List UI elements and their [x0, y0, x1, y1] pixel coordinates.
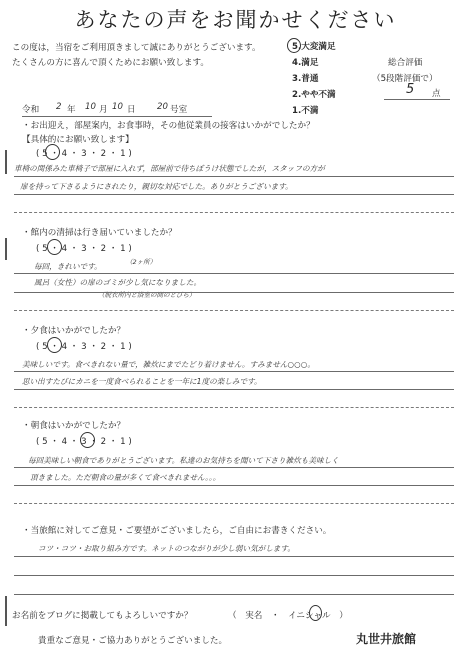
- q3-question: ・夕食はいかがでしたか？: [22, 326, 126, 336]
- q2-answer-2: 風呂（女性）の扉のゴミが少し気になりました。: [34, 278, 202, 287]
- intro-line-1: この度は，当宿をご利用頂きまして誠にありがとうございます。: [12, 43, 261, 53]
- q2-question: ・館内の清掃は行き届いていましたか？: [22, 228, 177, 238]
- date-era: 令和: [22, 105, 40, 115]
- scan-mark: [5, 150, 7, 174]
- rating-legend-2: 2.やや不満: [292, 90, 336, 100]
- overall-subtitle: （5段階評価で）: [372, 74, 438, 84]
- q2-answer-1: 毎回，きれいです。: [34, 262, 102, 271]
- q1-sub: 【具体的にお願い致します】: [22, 135, 134, 145]
- room-number: 20: [157, 102, 168, 112]
- q1-selected-circle: [45, 144, 60, 160]
- q5-answer-1: コツ・コツ・お取り組み方です。ネットのつながりが少し弱い気がします。: [38, 544, 295, 553]
- q2-selected-circle: [47, 239, 62, 255]
- q1-answer-1: 車椅の関係みた車椅子で部屋に入れず，部屋前で待ちぼうけ状態でしたが，スタッフの方が: [14, 164, 325, 173]
- initial-selected-circle: [309, 605, 322, 621]
- overall-unit: 点: [432, 89, 441, 99]
- page-title: あなたの声をお聞かせください: [74, 8, 397, 32]
- ryokan-name: 丸世井旅館: [356, 632, 417, 646]
- q3-answer-2: 思い出すたびにカニを一度食べられることを一年に1度の楽しみです。: [22, 377, 262, 386]
- q4-selected-circle: [80, 432, 95, 448]
- q4-scale: ( 5 ・ 4 ・ 3 ・ 2 ・ 1 ): [36, 437, 132, 447]
- rating-legend-5: 5.大変満足: [292, 42, 336, 52]
- q2-scale: ( 5 ・ 4 ・ 3 ・ 2 ・ 1 ): [36, 244, 132, 254]
- blog-options: （ 実名 ・ イニシャル ）: [228, 611, 348, 621]
- rating-legend-3: 3.普通: [292, 74, 319, 84]
- q3-scale: ( 5 ・ 4 ・ 3 ・ 2 ・ 1 ): [36, 342, 132, 352]
- q1-scale: ( 5 ・ 4 ・ 3 ・ 2 ・ 1 ): [36, 149, 132, 159]
- rating-5-circle: [287, 38, 301, 53]
- date-month: 10: [85, 102, 96, 112]
- rating-legend-4: 4.満足: [292, 58, 319, 68]
- rating-legend-1: 1.不満: [292, 106, 319, 116]
- q2-answer-1b: （2ヶ所）: [126, 258, 157, 266]
- date-day: 10: [112, 102, 123, 112]
- blog-question: お名前をブログに掲載してもよろしいですか？: [12, 611, 193, 621]
- q4-question: ・朝食はいかがでしたか？: [22, 421, 126, 431]
- scan-mark: [5, 596, 7, 626]
- q3-selected-circle: [47, 337, 62, 353]
- q5-question: ・当旅館に対してご意見・ご要望がございましたら，ご自由にお書きください。: [22, 526, 332, 536]
- overall-title: 総合評価: [388, 58, 423, 68]
- q1-answer-2: 扉を持って下さるようにされたり，親切な対応でした。ありがとうございます。: [20, 182, 293, 191]
- intro-line-2: たくさんの方に喜んで頂くためにお願い致します。: [12, 58, 209, 68]
- date-day-unit: 日: [127, 105, 136, 115]
- thanks-text: 貴重なご意見・ご協力ありがとうございました。: [38, 636, 228, 646]
- date-year: 2: [56, 102, 62, 112]
- q4-answer-1: 毎回美味しい朝食でありがとうございます。私達のお気持ちを聞いて下さり雑炊も美味しく: [28, 456, 339, 465]
- date-year-unit: 年: [67, 105, 76, 115]
- overall-value: 5: [406, 82, 415, 97]
- room-unit: 号室: [170, 105, 188, 115]
- q4-answer-2: 頂きました。ただ朝食の量が多くて食べきれません。。。: [30, 473, 221, 482]
- scan-mark: [5, 238, 7, 260]
- q2-answer-3: （脱衣所内と浴室の間のとびら）: [98, 291, 196, 299]
- q3-answer-1: 美味しいです。食べきれない量で，雑炊にまでたどり着けません。すみません○○○。: [22, 360, 315, 369]
- date-month-unit: 月: [99, 105, 108, 115]
- q1-question: ・お出迎え，部屋案内，お食事時，その他従業員の接客はいかがでしたか？: [22, 121, 315, 131]
